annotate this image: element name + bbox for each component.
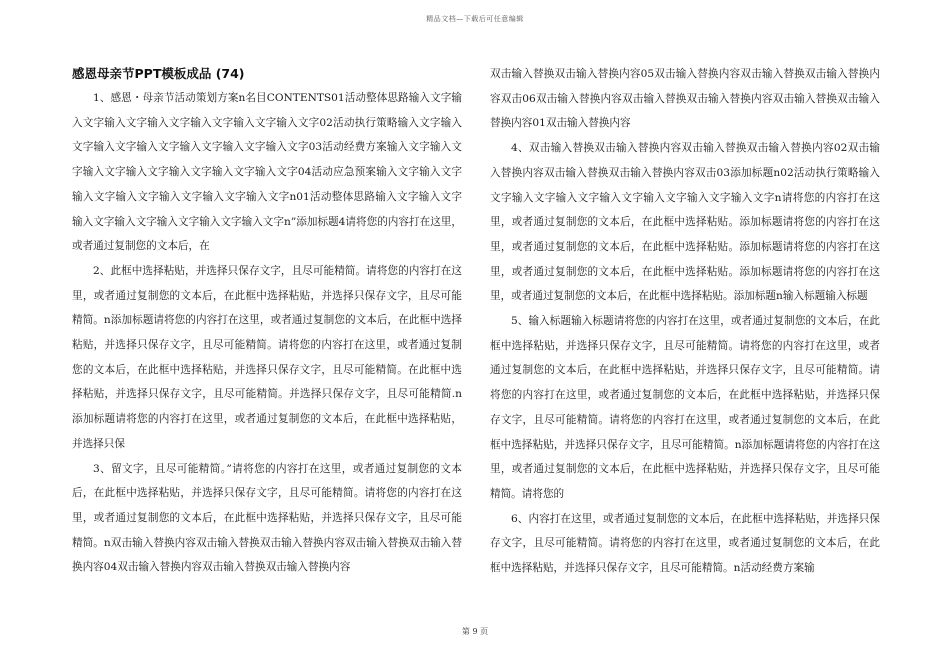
page-header: 精品文档—下载后可任意编辑 (426, 15, 524, 23)
paragraph-3-continued: 双击输入替换双击输入替换内容05双击输入替换内容双击输入替换双击输入替换内容双击06双击输入替换内容双击输入替换双击输入替换内容双击输入替换双击输入替换内容01双击输入替换内容 (490, 68, 880, 130)
paragraph-2: 2、此框中选择粘贴，并选择只保存文字，且尽可能精简。请将您的内容打在这里，或者通过复制您的文本后，在此框中选择粘贴，并选择只保存文字，且尽可能精简。n添加标题请将您的内容打在这里，或者通过复制您的文本后，在此框中选择粘贴，并选择只保存文字，且尽可能精简。请将您的内容打在这里，或者通过复制您的文本后，在此框中选择粘贴，并选择只保存文字，且尽可能精简。在此框中选择粘贴，并选择只保存文字，且尽可能精简。并选择只保存文字，且尽可能精简.n添加标题请将您的内容打在这里，或者通过复制您的文本后，在此框中选择粘贴，并选择只保 (72, 264, 462, 450)
document-title: 感恩母亲节PPT模板成品 (74) (72, 66, 245, 81)
paragraph-1: 1、感恩・母亲节活动策划方案n名目CONTENTS01活动整体思路输入文字输入文字输入文字输入文字输入文字输入文字输入文字02活动执行策略输入文字输入文字输入文字输入文字输入文字输入文字输入文字03活动经费方案输入文字输入文字输入文字输入文字输入文字输入文字输入文字04活动应急预案输入文字输入文字输入文字输入文字输入文字输入文字输入文字n01活动整体思路输入文字输入文字输入文字输入文字输入文字输入文字输入文字n”添加标题4请将您的内容打在这里，或者通过复制您的文本后，在 (72, 92, 462, 253)
right-column (490, 62, 880, 581)
paragraph-3: 3、留文字，且尽可能精简。”请将您的内容打在这里，或者通过复制您的文本后，在此框中选择粘贴，并选择只保存文字，且尽可能精简。请将您的内容打在这里，或者通过复制您的文本后，在此框中选择粘贴，并选择只保存文字，且尽可能精简。n双击输入替换内容双击输入替换双击输入替换内容双击输入替换双击输入替换内容04双击输入替换内容双击输入替换双击输入替换内容 (72, 462, 462, 574)
left-column (72, 62, 462, 580)
paragraph-4: 4、双击输入替换双击输入替换内容双击输入替换双击输入替换内容02双击输入替换内容双击输入替换双击输入替换内容双击03添加标题n02活动执行策略输入文字输入文字输入文字输入文字输入文字输入文字输入文字n请将您的内容打在这里，或者通过复制您的文本后，在此框中选择粘贴。添加标题请将您的内容打在这里，或者通过复制您的文本后，在此框中选择粘贴。添加标题请将您的内容打在这里，或者通过复制您的文本后，在此框中选择粘贴。添加标题请将您的内容打在这里，或者通过复制您的文本后，在此框中选择粘贴。添加标题n输入标题输入标题 (490, 142, 880, 303)
paragraph-6: 6、内容打在这里，或者通过复制您的文本后，在此框中选择粘贴，并选择只保存文字，且尽可能精简。请将您的内容打在这里，或者通过复制您的文本后，在此框中选择粘贴，并选择只保存文字，且尽可能精简。n活动经费方案输 (490, 512, 880, 575)
paragraph-5: 5、输入标题输入标题请将您的内容打在这里，或者通过复制您的文本后，在此框中选择粘贴，并选择只保存文字，且尽可能精简。请将您的内容打在这里，或者通过复制您的文本后，在此框中选择粘贴，并选择只保存文字，且尽可能精简。请将您的内容打在这里，或者通过复制您的文本后，在此框中选择粘贴，并选择只保存文字，且尽可能精简。请将您的内容打在这里，或者通过复制您的文本后，在此框中选择粘贴，并选择只保存文字，且尽可能精简。n添加标题请将您的内容打在这里，或者通过复制您的文本后，在此框中选择粘贴，并选择只保存文字，且尽可能精简。请将您的 (490, 315, 880, 500)
page-number: 第 9 页 (461, 627, 489, 636)
